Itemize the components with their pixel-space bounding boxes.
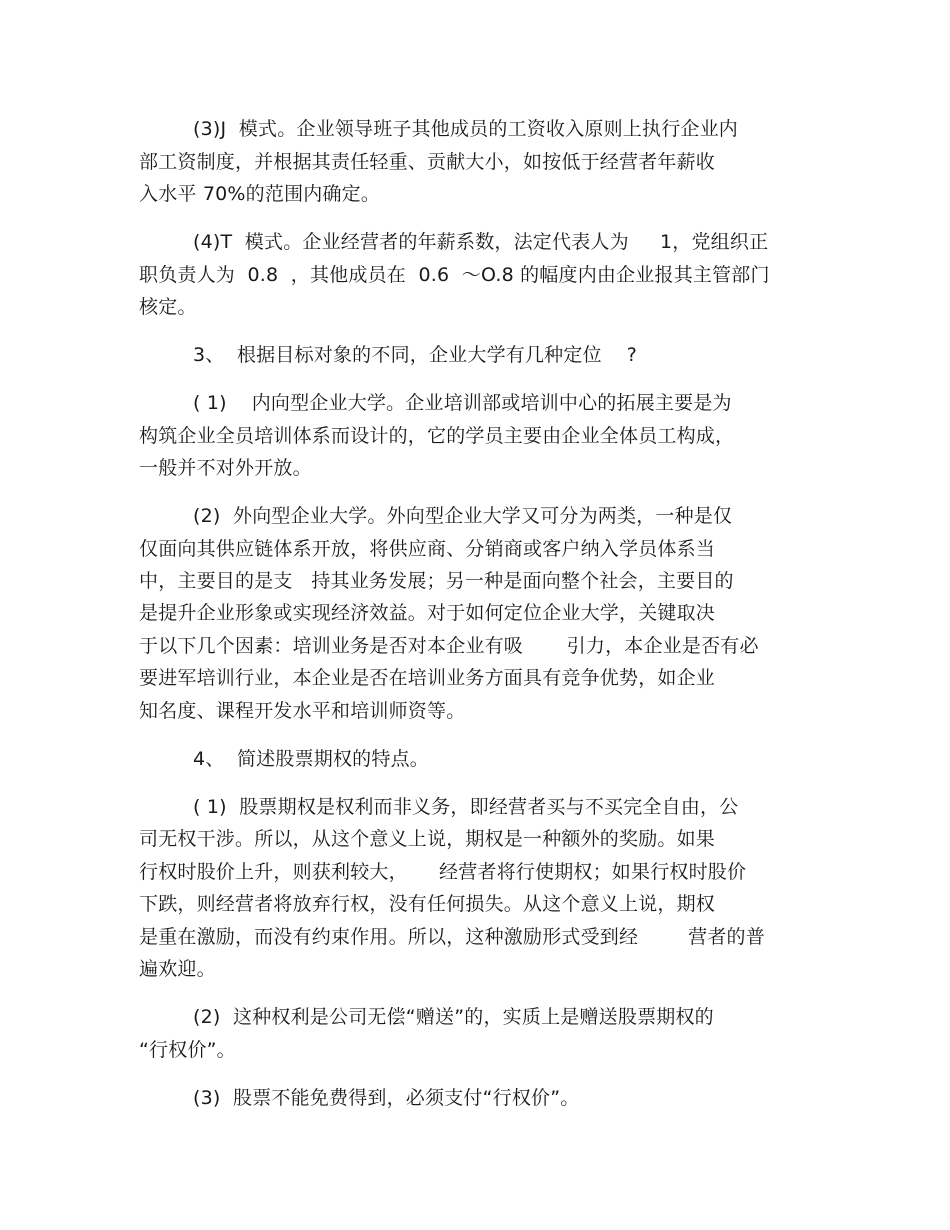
text-line: 构筑企业全员培训体系而设计的，它的学员主要由企业全体员工构成，: [139, 425, 735, 447]
text-line: “行权价”。: [139, 1039, 236, 1061]
text-line: 是提升企业形象或实现经济效益。对于如何定位企业大学，关键取决: [139, 602, 716, 624]
text-line: (2) 外向型企业大学。外向型企业大学又可分为两类，一种是仅: [193, 505, 733, 527]
text-line: 要进军培训行业，本企业是否在培训业务方面具有竞争优势，如企业: [139, 667, 716, 689]
text-line: 遍欢迎。: [139, 958, 216, 980]
text-line: 下跌，则经营者将放弃行权，没有任何损失。从这个意义上说，期权: [139, 893, 716, 915]
text-line: 部工资制度，并根据其责任轻重、贡献大小，如按低于经营者年薪收: [139, 151, 716, 173]
text-line: 中，主要目的是支 持其业务发展；另一种是面向整个社会，主要目的: [139, 570, 734, 592]
text-line: 入水平 70%的范围内确定。: [139, 183, 381, 205]
text-line: 3、 根据目标对象的不同，企业大学有几种定位 ?: [193, 344, 638, 366]
text-line: 知名度、课程开发水平和培训师资等。: [139, 700, 466, 722]
text-line: 核定。: [139, 296, 197, 318]
text-line: (2) 这种权利是公司无偿“赠送”的，实质上是赠送股票期权的: [193, 1006, 714, 1028]
text-line: 是重在激励，而没有约束作用。所以，这种激励形式受到经 营者的普: [139, 926, 765, 948]
text-line: (3) 股票不能免费得到，必须支付“行权价”。: [193, 1087, 580, 1109]
text-line: 一般并不对外开放。: [139, 457, 312, 479]
text-line: 司无权干涉。所以，从这个意义上说，期权是一种额外的奖励。如果: [139, 828, 716, 850]
text-line: 职负责人为 0.8 ，其他成员在 0.6 ～O.8 的幅度内由企业报其主管部门: [139, 264, 770, 286]
text-line: ( 1) 内向型企业大学。企业培训部或培训中心的拓展主要是为: [193, 392, 732, 414]
text-line: 仅面向其供应链体系开放，将供应商、分销商或客户纳入学员体系当: [139, 538, 716, 560]
text-line: (4)T 模式。企业经营者的年薪系数，法定代表人为 1，党组织正: [193, 231, 769, 253]
text-line: ( 1) 股票期权是权利而非义务，即经营者买与不买完全自由，公: [193, 796, 739, 818]
text-line: 行权时股价上升，则获利较大， 经营者将行使期权；如果行权时股价: [139, 861, 747, 883]
text-line: 4、 简述股票期权的特点。: [193, 748, 429, 770]
text-line: (3)J 模式。企业领导班子其他成员的工资收入原则上执行企业内: [193, 118, 738, 140]
text-line: 于以下几个因素：培训业务是否对本企业有吸 引力，本企业是否有必: [139, 635, 759, 657]
